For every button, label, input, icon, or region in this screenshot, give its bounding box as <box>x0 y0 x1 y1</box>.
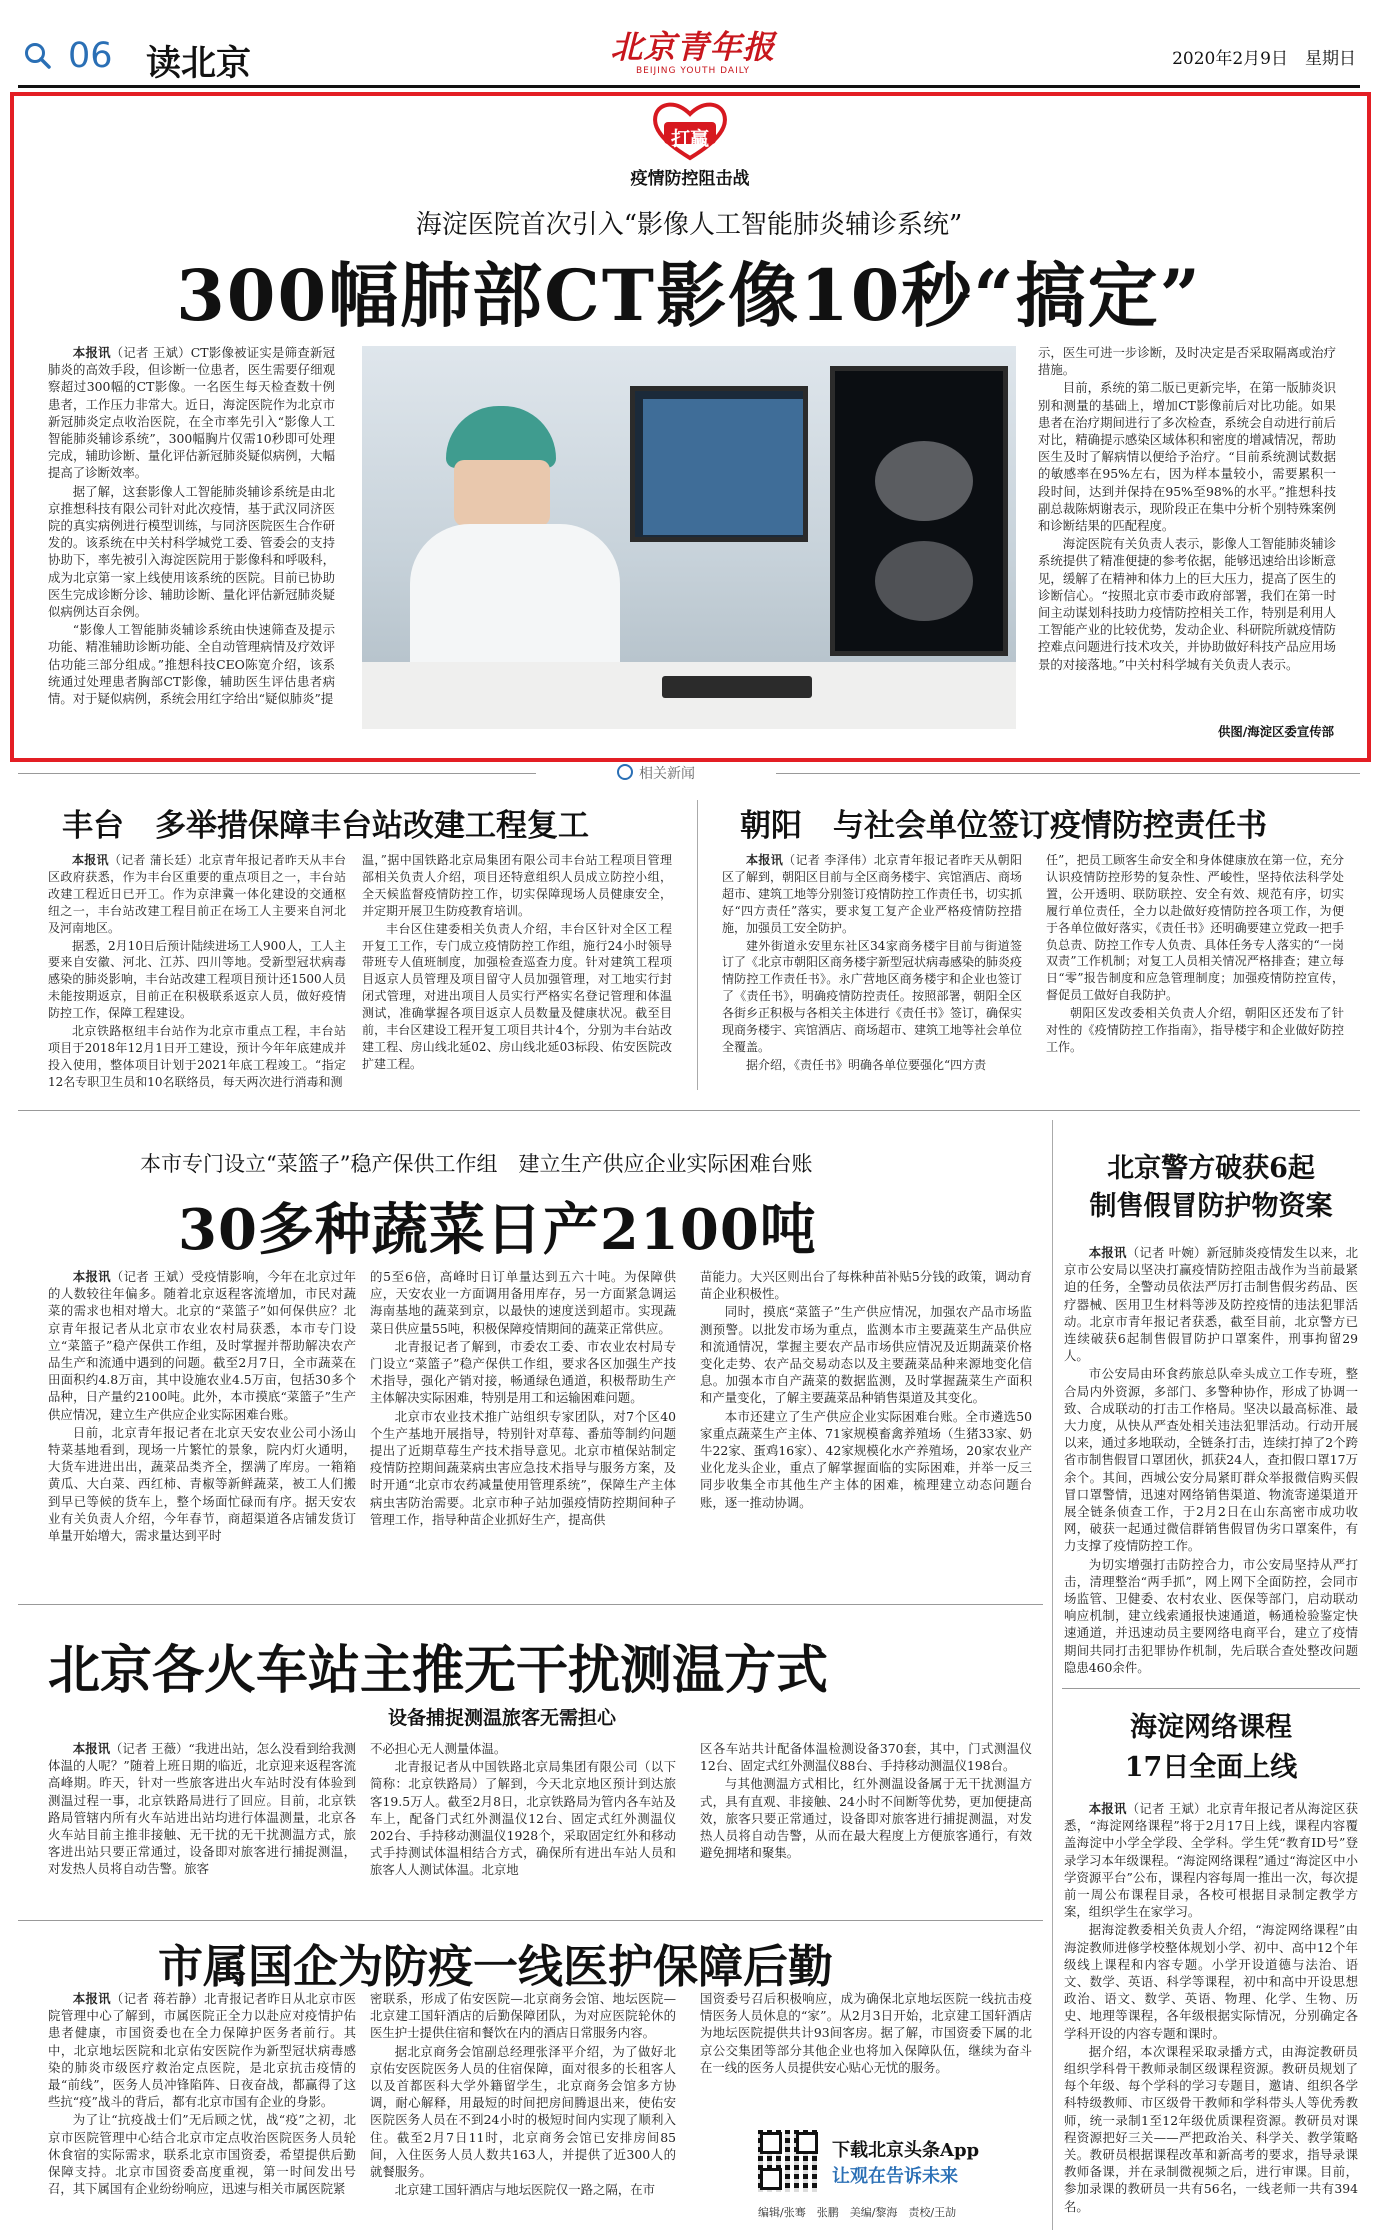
column-divider <box>697 800 698 1090</box>
app-qr-code[interactable] <box>758 2130 820 2192</box>
vegetables-column-2: 的5至6倍，高峰时日订单量达到五六十吨。为保障供应，天安农业一方面调用备用库存，另一方面紧急调运海南基地的蔬菜到京，以最快的速度送到超市。实现蔬菜日供应量55吨，积极保障疫情期间的蔬菜正常供应。 北青报记者了解到，市委农工委、市农业农村局专门设立“菜篮子”稳产保供工作组，要求各区加强生产技术指导，强化产销对接，畅通绿色通道，积极帮助生产主体解决实际困难，特别是用工和运输困难问题。 北京市农业技术推广站组织专家团队，对7个区40个生产基地开展指导，特别针对草莓、番茄等制约问题提出了近期草莓生产技术指导意见。北京市植保站制定疫情防控期间蔬菜病虫害应急技术指导与服务方案，及时开通“北京市农药减量使用管理系统”，保障生产主体病虫害防治需要。北京市种子站加强疫情防控期间种子管理工作，指导种苗企业抓好生产，提高供 <box>370 1269 676 1527</box>
search-icon <box>24 42 52 70</box>
chaoyang-column-1: 本报讯（记者 李泽伟）北京青年报记者昨天从朝阳区了解到，朝阳区目前与全区商务楼宇、宾馆酒店、商场超市、建筑工地等分别签订疫情防控工作责任书，切实抓好“四方责任”落实，要求复工复产企业严格疫情防控措施，加强员工安全防护。 建外街道永安里东社区34家商务楼宇目前与街道签订了《北京市朝阳区商务楼宇新型冠状病毒感染的肺炎疫情防控工作责任书》。永广营地区商务楼宇和企业也签订了《责任书》，明确疫情防控责任。按照部署，朝阳全区各街乡正积极与各相关主体进行《责任书》签订，确保实现商务楼宇、宾馆酒店、商场超市、建筑工地等社会单位全覆盖。 据介绍，《责任书》明确各单位要强化“四方责 <box>722 853 1023 1072</box>
related-news-tag: 相关新闻 <box>536 763 776 785</box>
badge-text: 打赢 <box>670 128 709 150</box>
train-column-2: 不必担心无人测量体温。 北青报记者从中国铁路北京局集团有限公司（以下简称：北京铁路局）了解到，今天北京地区预计到达旅客19.5万人。截至2月8日，北京铁路局为管内各车站及车上，配备门式红外测温仪12台、固定式红外测温仪202台、手持移动测温仪1928个，采取固定红外和移动式手持测试体温相结合方式，确保所有进出车站人员和旅客人人测试体温。北京地 <box>370 1741 676 1878</box>
app-ad-title: 下载北京头条App <box>832 2140 980 2161</box>
section-title: 读北京 <box>146 43 252 84</box>
soe-column-2: 密联系，形成了佑安医院—北京商务会馆、地坛医院—北京建工国轩酒店的后勤保障团队，为对应医院轮休的医生护士提供住宿和餐饮在内的酒店日常服务内容。 据北京商务会馆副总经理张泽平介绍，为了做好北京佑安医院医务人员的住宿保障，面对很多的长租客人以及首都医科大学外籍留学生，北京商务会馆多方协调，耐心解释，用最短的时间把房间腾退出来，使佑安医院医务人员在不到24小时的极短时间内实现了顺利入住。截至2月7日11时，北京商务会馆已安排房间85间，入住医务人员人数共163人，并提供了近300人的就餐服务。 北京建工国轩酒店与地坛医院仅一路之隔，在市 <box>370 1991 676 2198</box>
page-number: 06 <box>68 36 113 76</box>
section-rule <box>18 1920 1043 1921</box>
police-column: 本报讯（记者 叶婉）新冠肺炎疫情发生以来，北京市公安局以坚决打赢疫情防控阻击战作为当前最紧迫的任务，全警动员依法严厉打击制售假劣药品、医疗器械、医用卫生材料等涉及防控疫情的违法犯罪活动。北京市青年报记者获悉，截至目前，北京警方已连续破获6起制售假冒防护口罩案件，刑事拘留29人。 市公安局由环食药旅总队牵头成立工作专班，整合局内外资源，多部门、多警种协作，形成了协调一致、合成联动的打击工作格局。坚决以最高标准、最大力度，从快从严查处相关违法犯罪活动。行动开展以来，通过多地联动，全链条打击，连续打掉了2个跨省市制售假冒口罩团伙，抓获24人，查扣假口罩17万余个。其间，西城公安分局紧盯群众举报微信购买假冒口罩警情，迅速对网络销售渠道、物流寄递渠道开展全链条侦查工作，于2月2日在山东高密市成功收网，破获一起通过微信群销售假冒伪劣口罩案件，有力支撑了疫情防控工作。 为切实增强打击防控合力，市公安局坚持从严打击，清理整治“两手抓”，网上网下全面防控，会同市场监管、卫健委、农村农业、医保等部门，启动联动响应机制，建立线索通报快速通道，畅通检验鉴定快速通道，并迅速动员主要网络电商平台，建立了疫情期间共同打击犯罪协作机制，先后联合查处整改问题隐患460余件。 <box>1064 1245 1359 1675</box>
haidian-headline: 海淀网络课程 17日全面上线 <box>1124 1712 1298 1783</box>
column-divider <box>1052 1120 1053 2230</box>
section-rule <box>18 1110 1360 1111</box>
campaign-badge <box>610 100 770 196</box>
newspaper-logo: 北京青年报 BEIJING YOUTH DAILY <box>610 28 776 76</box>
police-headline: 北京警方破获6起 制售假冒防护物资案 <box>1089 1153 1333 1222</box>
monitor-left <box>630 386 808 542</box>
vegetables-column-1: 本报讯（记者 王斌）受疫情影响，今年在北京过年的人数较往年偏多。随着北京返程客流增加，市民对蔬菜的需求也相对增大。北京的“菜篮子”如何保供应？北京青年报记者从北京市农业农村局获悉，本市专门设立“菜篮子”稳产保供工作组，及时掌握并帮助解决农产品生产和流通中遇到的问题。截至2月7日，全市蔬菜在田面积约4.8万亩，其中设施农业4.5万亩，包括30多个品种，日产量约2100吨。此外，本市摸底“菜篮子”生产供应情况，建立生产供应企业实际困难台账。 日前，北京青年报记者在北京天安农业公司小汤山特菜基地看到，现场一片繁忙的景象，院内灯火通明，大货车进进出出，蔬菜品类齐全，摆满了库房。一箱箱黄瓜、大白菜、西红柿、青椒等新鲜蔬菜，被工人们搬到早已等候的货车上，整个场面忙碌而有序。据天安农业有关负责人介绍，今年春节，商超渠道各店铺发货订单量开始增大，需求量达到平时 <box>48 1269 357 1544</box>
vegetables-kicker: 本市专门设立“菜篮子”稳产保供工作组 建立生产供应企业实际困难台账 <box>140 1152 813 1176</box>
train-column-1: 本报讯（记者 王薇）“我进出站，怎么没看到给我测体温的人呢？”随着上班日期的临近，北京迎来返程客流高峰期。昨天，针对一些旅客进出火车站时没有体验到测温过程一事，北京铁路局进行了回应。目前，北京铁路局管辖内所有火车站进出站均进行体温测量，北京各火车站目前主推非接触、无干扰的无干扰测温方式，旅客进出站只要正常通过，设备即对旅客进行捕捉测温，对发热人员将自动告警。旅客 <box>48 1741 356 1877</box>
soe-column-1: 本报讯（记者 蒋若静）北青报记者昨日从北京市医院管理中心了解到，市属医院正全力以赴应对疫情护佑患者健康，市国资委也在全力保障护医务者前行。其中，北京地坛医院和北京佑安医院作为新型冠状病毒感染的肺炎市级医疗救治定点医院，是北京抗击疫情的最“前线”，医务人员冲锋陷阵、日夜奋战，都赢得了这些抗“疫”战斗的背后，都有北京市国有企业的身影。 为了让“抗疫战士们”无后顾之忧，战“疫”之初，北京市医院管理中心结合北京市定点收治医院医务人员轮休食宿的实际需求，联系北京市国资委，希望提供后勤保障支持。北京市国资委高度重视，第一时间发出号召，其下属国有企业纷纷响应，迅速与相关市属医院紧 <box>48 1991 356 2197</box>
issue-date: 2020年2月9日 星期日 <box>1172 49 1356 69</box>
soe-headline: 市属国企为防疫一线医护保障后勤 <box>158 1940 834 1993</box>
chaoyang-column-2: 任”，把员工顾客生命安全和身体健康放在第一位，充分认识疫情防控形势的复杂性、严峻性，坚持依法科学处置，公开透明、联防联控、安全有效、规范有序，切实履行单位责任，全力以赴做好疫情防控各项工作，为便于各单位做好落实，《责任书》还明确要建立党政一把手负总责、防控工作专人负责、具体任务专人落实的“一岗双责”工作机制；对复工人员相关情况严格排查；建立每日“零”报告制度和应急管理制度；加强疫情防控宣传，督促员工做好自我防护。 朝阳区发改委相关负责人介绍，朝阳区还发布了针对性的《疫情防控工作指南》，指导楼宇和企业做好防控工作。 <box>1046 853 1344 1054</box>
fengtai-headline: 丰台 多举措保障丰台站改建工程复工 <box>62 808 589 844</box>
vegetables-column-3: 苗能力。大兴区则出台了每株种苗补贴5分钱的政策，调动育苗企业积极性。 同时，摸底“菜篮子”生产供应情况，加强农产品市场监测预警。以批发市场为重点，监测本市主要蔬菜生产品供应和流通情况，掌握主要农产品市场供应情况及近期蔬菜价格变化走势、农产品交易动态以及主要蔬菜品种来源地变化信息。加强本市自产蔬菜的数据监测，及时掌握蔬菜生产面积和产量变化，了解主要蔬菜品种销售渠道及其变化。 本市还建立了生产供应企业实际困难台账。全市遴选50家重点蔬菜生产主体、71家规模畜禽养殖场（生猪33家、奶牛22家、蛋鸡16家）、42家规模化水产养殖场，20家农业产业化龙头企业，重点了解掌握面临的实际困难，并举一反三同步收集全市其他生产主体的困难，梳理建立动态问题台账，逐一推动协调。 <box>700 1269 1032 1510</box>
train-headline: 北京各火车站主推无干扰测温方式 <box>48 1640 829 1701</box>
train-column-3: 区各车站共计配备体温检测设备370套，其中，门式测温仪12台、固定式红外测温仪88台、手持移动测温仪198台。 与其他测温方式相比，红外测温设备属于无干扰测温方式，具有直观、非接触、24小时不间断等优势，更加便捷高效，旅客只要正常通过，设备即对旅客进行捕捉测温，对发热人员将自动告警，从而在最大程度上方便旅客通行，有效避免拥堵和聚集。 <box>700 1741 1032 1861</box>
section-rule <box>1062 1688 1360 1689</box>
chaoyang-headline: 朝阳 与社会单位签订疫情防控责任书 <box>740 808 1267 844</box>
train-kicker: 设备捕捉测温旅客无需担心 <box>388 1707 617 1729</box>
section-rule <box>18 1604 1043 1605</box>
monitor-right <box>830 366 1008 656</box>
lead-headline: 300幅肺部CT影像10秒“搞定” <box>176 254 1202 337</box>
lead-column-2: 示，医生可进一步诊断，及时决定是否采取隔离或治疗措施。 目前，系统的第二版已更新完毕，在第一版肺炎识别和测量的基础上，增加CT影像前后对比功能。如果患者在治疗期间进行了多次检查，系统会自动进行前后对比，精确提示感染区域体积和密度的增减情况，帮助医生及时了解病情以便给予治疗。“目前系统测试数据的敏感率在95%左右，因为样本量较小，需要累积一段时间，达到并保持在95%至98%的水平。”推想科技副总裁陈炳谢表示，现阶段正在集中分析个别特殊案例和诊断结果的匹配程度。 海淀医院有关负责人表示，影像人工智能肺炎辅诊系统提供了精准便捷的参考依据，能够迅速给出诊断意见，缓解了在精神和体力上的巨大压力，提高了医生的诊断信心。“按照北京市委市政府部署，我们在第一时间主动谋划科技助力疫情防控相关工作，特别是利用人工智能产业的比较优势，发动企业、科研院所就疫情防控难点问题进行技术攻关，并协助做好科技产品应用场景的对接落地。”中关村科学城有关负责人表示。 <box>1038 345 1336 672</box>
lead-column-1: 本报讯（记者 王斌）CT影像被证实是筛查新冠肺炎的高效手段，但诊断一位患者，医生需要仔细观察超过300幅的CT影像。一名医生每天检查数十例患者，工作压力非常大。近日，海淀医院作为北京市新冠肺炎定点收治医院，在全市率先引入“影像人工智能肺炎辅诊系统”，300幅胸片仅需10秒即可处理完成，辅助诊断、量化评估新冠肺炎疑似病例，大幅提高了诊断效率。 据了解，这套影像人工智能肺炎辅诊系统是由北京推想科技有限公司针对此次疫情，基于武汉同济医院的真实病例进行模型训练，与同济医院医生合作研发的。该系统在中关村科学城党工委、管委会的支持协助下，率先被引入海淀医院用于影像科和呼吸科，成为北京第一家上线使用该系统的医院。目前已协助医生完成诊断分诊、辅助诊断、量化评估新冠肺炎疑似病例达百余例。 “影像人工智能肺炎辅诊系统由快速筛查及提示功能、精准辅助诊断功能、全自动管理病情及疗效评估功能三部分组成。”推想科技CEO陈宽介绍，该系统通过处理患者胸部CT影像，辅助医生评估患者病情。对于疑似病例，系统会用红字给出“疑似肺炎”提 <box>48 345 335 707</box>
search-icon <box>617 764 633 780</box>
fengtai-column-2: 温，”据中国铁路北京局集团有限公司丰台站工程项目管理部相关负责人介绍，项目还特意组织人员成立防控小组，全天候监督疫情防控工作，切实保障现场人员健康安全，并定期开展卫生防疫教育培训。 丰台区住建委相关负责人介绍，丰台区针对全区工程开复工工作，专门成立疫情防控工作组，施行24小时领导带班专人值班制度，加强检查巡查力度。针对建筑工程项目返京人员管理及项目留守人员加强管理，对工地实行封闭式管理，对进出项目人员实行严格实名登记管理和体温测试，准确掌握各项目返京人员数量及健康状况。截至目前，丰台区建设工程开复工项目共计4个，分别为丰台站改建工程、房山线北延02、房山线北延03标段、佑安医院改扩建工程。 <box>362 853 672 1071</box>
soe-column-3: 国资委号召后积极响应，成为确保北京地坛医院一线抗击疫情医务人员休息的“家”。从2月3日开始，北京建工国轩酒店为地坛医院提供共计93间客房。据了解，市国资委下属的北京公交集团等部分其他企业也将加入保障队伍，继续为奋斗在一线的医务人员提供安心贴心无忧的服务。 <box>700 1991 1032 2075</box>
masthead <box>18 20 1360 84</box>
lead-photo <box>362 346 1016 729</box>
haidian-column: 本报讯（记者 王斌）北京青年报记者从海淀区获悉，“海淀网络课程”将于2月17日上线，课程内容覆盖海淀中小学全学段、全学科。学生凭“教育ID号”登录学习本年级课程。“海淀网络课程”通过“海淀区中小学资源平台”公布，课程内容每周一推出一次，每次提前一周公布课程目录，各校可根据目录制定教学方案，组织学生在家学习。 据海淀教委相关负责人介绍，“海淀网络课程”由海淀教师进修学校整体规划小学、初中、高中12个年级线上课程和内容专题。小学开设道德与法治、语文、数学、英语、科学等课程，初中和高中开设思想政治、语文、数学、英语、物理、化学、生物、历史、地理等课程，各年级根据实际情况，分别确定各学科开设的内容专题和课时。 据介绍，本次课程采取录播方式，由海淀教研员组织学科骨干教师录制区级课程资源。教研员规划了每个年级、每个学科的学习专题目，邀请、组织各学科特级教师、市区级骨干教师和学科带头人等优秀教师，统一录制1至12年级优质课程资源。教研员对课程资源把好三关——严把政治关、科学关、教学策略关。教研员根据课程改革和新高考的要求，指导录课教师备课，并在录制微视频之后，进行审课。目前，参加录课的教研员一共有56名，一线老师一共有394名。 <box>1064 1801 1359 2214</box>
fengtai-column-1: 本报讯（记者 蒲长廷）北京青年报记者昨天从丰台区政府获悉，作为丰台区重要的重点项目之一，丰台站改建工程近日已开工。作为京津冀一体化建设的交通枢纽之一，丰台站改建工程目前正在场工人主要来自河北及河南地区。 据悉，2月10日后预计陆续进场工人900人，工人主要来自安徽、河北、江苏、四川等地。受新型冠状病毒感染的肺炎影响，丰台站改建工程项目预计还1500人员未能按期返京，目前正在积极联系返京人员，做好疫情防控工作，保障工程建设。 北京铁路枢纽丰台站作为北京市重点工程，丰台站项目于2018年12月1日开工建设，预计今年年底建成并投入使用，整体项目计划于2021年底工程竣工。“指定12名专职卫生员和10名联络员，每天两次进行消毒和测 <box>48 853 346 1089</box>
keyboard <box>662 676 812 698</box>
app-ad-slogan: 让观在告诉未来 <box>832 2166 958 2187</box>
lead-kicker: 海淀医院首次引入“影像人工智能肺炎辅诊系统” <box>415 210 963 240</box>
badge-caption: 疫情防控阻击战 <box>630 169 750 189</box>
masthead-rule <box>18 85 1360 88</box>
editor-credits: 编辑/张骞 张鹏 美编/黎海 责校/王劼 <box>758 2206 957 2219</box>
photo-credit: 供图/海淀区委宣传部 <box>1217 724 1334 739</box>
vegetables-headline: 30多种蔬菜日产2100吨 <box>178 1197 817 1263</box>
